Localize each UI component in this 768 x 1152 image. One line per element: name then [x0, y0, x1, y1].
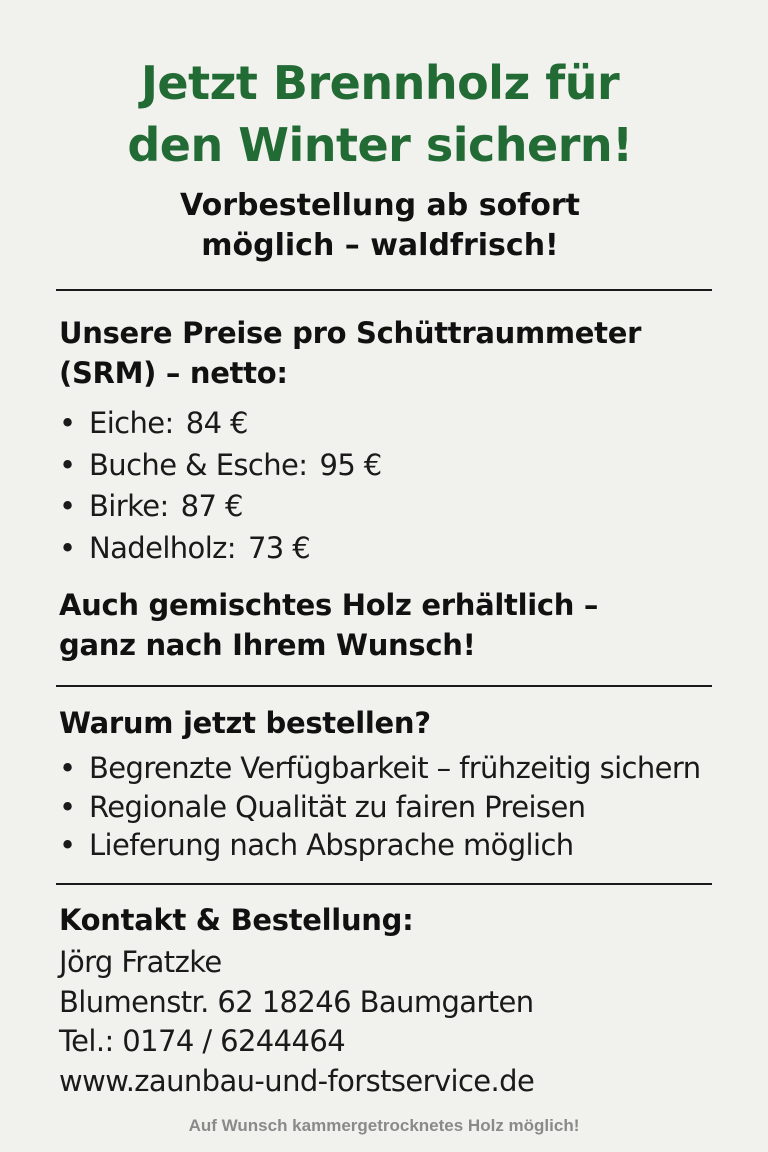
bullet-icon: •: [59, 530, 76, 565]
bullet-icon: •: [59, 406, 76, 440]
price-item-birke: [59, 486, 739, 528]
price-value: 73 €: [247, 530, 311, 565]
bullet-icon: •: [59, 789, 76, 824]
prices-heading-line-2: (SRM) – netto:: [59, 356, 288, 390]
headline: [60, 52, 700, 176]
price-label: Buche & Esche:: [89, 447, 308, 482]
headline-line-1: Jetzt Brennholz für: [140, 56, 620, 110]
contact-heading: Kontakt & Bestellung:: [59, 903, 414, 937]
contact-name: Jörg Fratzke: [59, 945, 222, 979]
bullet-icon: •: [59, 828, 76, 862]
price-label: Eiche:: [89, 406, 174, 440]
why-item-text: Begrenzte Verfügbarkeit – frühzeitig sichern: [89, 751, 701, 785]
prices-heading: [59, 313, 719, 393]
why-order-list: [59, 749, 739, 865]
contact-phone: Tel.: 0174 / 6244464: [59, 1024, 346, 1058]
price-value: 84 €: [185, 406, 248, 440]
mixed-wood-note-line-1: Auch gemischtes Holz erhältlich –: [59, 588, 599, 622]
bullet-icon: •: [59, 751, 76, 785]
mixed-wood-note: [59, 585, 719, 665]
divider: [56, 685, 712, 687]
why-item: [59, 788, 739, 827]
headline-line-2: den Winter sichern!: [127, 118, 633, 172]
why-item: [59, 749, 739, 788]
price-label: Nadelholz:: [89, 530, 236, 565]
divider: [56, 883, 712, 885]
price-value: 95 €: [319, 447, 382, 482]
price-item-nadelholz: [59, 528, 739, 570]
subheadline: [100, 186, 660, 266]
contact-address: Blumenstr. 62 18246 Baumgarten: [59, 984, 534, 1019]
why-item-text: Lieferung nach Absprache möglich: [89, 828, 574, 862]
price-label: Birke:: [89, 489, 169, 523]
contact-details: [59, 943, 739, 1101]
subheadline-line-1: Vorbestellung ab sofort: [180, 188, 580, 223]
price-item-eiche: [59, 403, 739, 445]
subheadline-line-2: möglich – waldfrisch!: [201, 228, 559, 263]
why-item-text: Regionale Qualität zu fairen Preisen: [89, 789, 586, 824]
contact-website: www.zaunbau-und-forstservice.de: [59, 1063, 535, 1098]
price-list: [59, 403, 739, 569]
prices-heading-line-1: Unsere Preise pro Schüttraummeter: [59, 316, 642, 350]
mixed-wood-note-line-2: ganz nach Ihrem Wunsch!: [59, 628, 476, 662]
divider: [56, 289, 712, 291]
price-value: 87 €: [180, 489, 243, 523]
why-order-heading: Warum jetzt bestellen?: [59, 706, 431, 740]
why-item: [59, 826, 739, 865]
bullet-icon: •: [59, 489, 76, 523]
footer-note: Auf Wunsch kammergetrocknetes Holz möglich!: [188, 1116, 580, 1135]
bullet-icon: •: [59, 447, 76, 482]
price-item-buche-esche: [59, 445, 739, 487]
